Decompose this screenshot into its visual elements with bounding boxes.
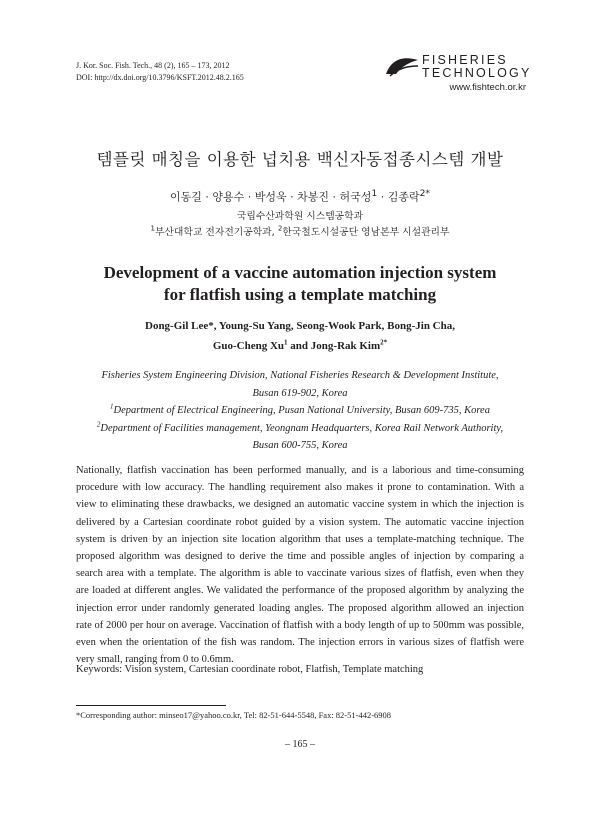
korean-affil2-part1: 부산대학교 전자전기공학과,	[154, 227, 278, 238]
english-authors-line2-b: and Jong-Rak Kim	[287, 340, 381, 352]
journal-doi: DOI: http://dx.doi.org/10.3796/KSFT.2012.48.2.165	[76, 73, 244, 82]
english-authors	[0, 316, 600, 356]
english-title-line2: for flatfish using a template matching	[163, 285, 437, 304]
korean-authors	[0, 188, 600, 205]
footnote-divider	[76, 705, 226, 706]
english-affil-line5: Busan 600-755, Korea	[252, 440, 348, 451]
keywords: Keywords: Vision system, Cartesian coordinate robot, Flatfish, Template matching	[76, 664, 424, 675]
english-authors-line2-sup1: 1	[284, 338, 288, 347]
korean-affil2-sup1: 1	[150, 224, 155, 233]
korean-affil2-sup2: 2	[277, 224, 283, 233]
english-affil-line1: Fisheries System Engineering Division, National Fisheries Research & Development Institute,	[101, 370, 499, 381]
korean-affiliation-2	[0, 224, 600, 238]
corresponding-author-footnote: *Corresponding author: minseo17@yahoo.co.kr, Tel: 82-51-644-5548, Fax: 82-51-442-6908	[76, 710, 392, 720]
english-affil-line3	[0, 402, 600, 420]
korean-authors-star: *	[425, 188, 430, 199]
korean-affil2-part2: 한국철도시설공단 영남본부 시설관리부	[282, 227, 450, 238]
english-affil-line4	[0, 420, 600, 438]
korean-affiliation-1: 국립수산과학원 시스템공학과	[236, 211, 364, 222]
page-number: – 165 –	[285, 739, 315, 750]
english-affil-line3-sup: 1	[110, 402, 114, 411]
korean-authors-main: 이동길 · 양용수 · 박성욱 · 차봉진 · 허국성	[170, 190, 372, 204]
abstract: Nationally, flatfish vaccination has been performed manually, and is a laborious and time-consuming procedure with low accuracy. The handling requirement also makes it prone to contamination. With a view to eliminating these drawbacks, we designed an automatic vaccine system in which the injection is delivered by a Cartesian coordinate robot guided by a vision system. The automatic vaccine injection system is driven by an injection site location algorithm that uses a template-matching technique. The proposed algorithm was designed to derive the time and possible angles of injection by comparing a search area with a template. The algorithm is able to vaccinate various sizes of flatfish, even when they are loaded at different angles. We validated the performance of the proposed algorithm by analyzing the injection error under randomly generated loading angles. The proposed algorithm allowed an injection rate of 2000 per hour on average. Vaccination of flatfish with a body length of up to 500mm was possible, even when the orientation of the fish was random. The injection errors in various sizes of flatfish were very small, ranging from 0 to 0.6mm.	[76, 465, 524, 666]
english-authors-line2-star: *	[383, 338, 388, 347]
english-authors-line2	[0, 336, 600, 356]
korean-authors-sup1: 1	[371, 188, 378, 199]
logo-word-technology: TECHNOLOGY	[422, 66, 532, 80]
english-affil-line4-sup: 2	[96, 420, 101, 428]
english-affil-line3-text: Department of Electrical Engineering, Pusan National University, Busan 609-735, Korea	[113, 405, 490, 416]
korean-authors-sup2: 2	[419, 188, 426, 199]
logo-word-fisheries: FISHERIES	[422, 53, 508, 67]
english-affil-line4-text: Department of Facilities management, Yeongnam Headquarters, Korea Rail Network Authority,	[100, 422, 504, 434]
journal-url: www.fishtech.or.kr	[449, 82, 526, 93]
english-affil-line2: Busan 619-902, Korea	[252, 387, 348, 399]
english-authors-line2-a: Guo-Cheng Xu	[212, 340, 285, 352]
journal-reference	[76, 60, 244, 84]
korean-title: 템플릿 매칭을 이용한 넙치용 백신자동접종시스템 개발	[96, 150, 504, 169]
english-affiliations	[0, 367, 600, 455]
english-authors-line2-sup2: 2	[380, 338, 384, 347]
english-authors-line1: Dong-Gil Lee*, Young-Su Yang, Seong-Wook Park, Bong-Jin Cha,	[145, 320, 455, 332]
fish-logo-icon	[384, 54, 420, 78]
journal-citation: J. Kor. Soc. Fish. Tech., 48 (2), 165 – 173, 2012	[76, 61, 230, 70]
english-title-line1: Development of a vaccine automation injection system	[103, 263, 497, 282]
journal-logo	[384, 54, 534, 93]
english-title	[0, 262, 600, 306]
korean-authors-tail: · 김종락	[377, 190, 420, 204]
